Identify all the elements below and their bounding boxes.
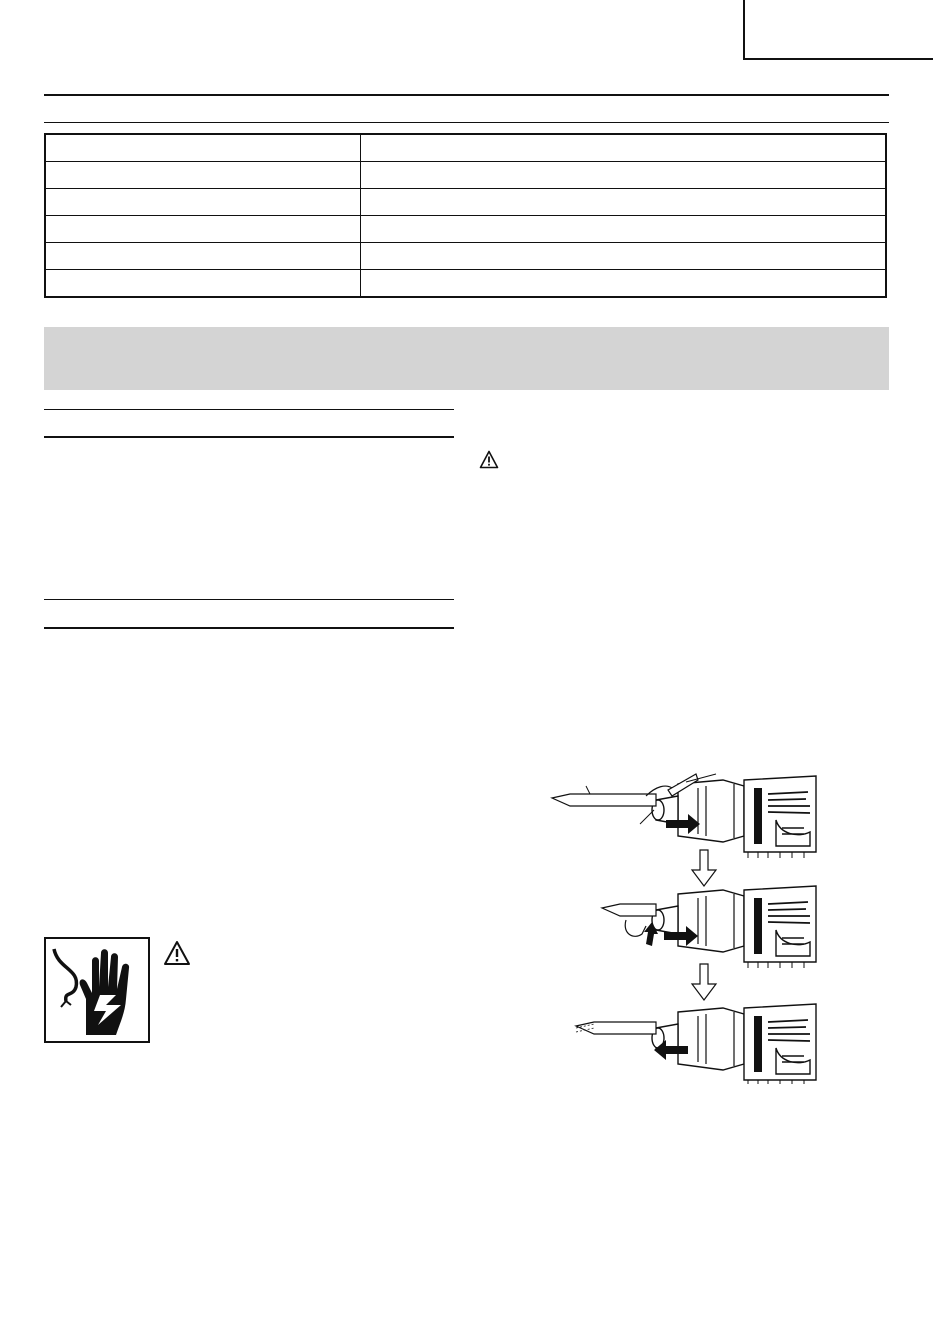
warning-triangle-icon	[479, 450, 499, 469]
spec-value	[360, 216, 886, 243]
spec-label	[45, 189, 360, 216]
table-row	[45, 134, 886, 162]
spec-label	[45, 134, 360, 162]
spec-value	[360, 189, 886, 216]
spec-value	[360, 134, 886, 162]
electric-shock-warning-box	[44, 937, 150, 1043]
left-section-rule-2	[44, 436, 454, 438]
table-row	[45, 243, 886, 270]
step-2-illustration	[602, 886, 816, 968]
specifications-table	[44, 133, 887, 298]
spec-label	[45, 216, 360, 243]
spec-value	[360, 162, 886, 189]
left-section-rule-4	[44, 627, 454, 629]
arrow-down-1	[692, 850, 716, 886]
spec-value	[360, 270, 886, 298]
table-row	[45, 270, 886, 298]
table-row	[45, 162, 886, 189]
table-row	[45, 216, 886, 243]
language-tab	[743, 0, 933, 60]
arrow-down-2	[692, 964, 716, 1000]
left-section-rule-1	[44, 409, 454, 410]
electric-shock-hand-icon	[46, 939, 148, 1041]
header-rule-thick	[44, 94, 889, 96]
spec-label	[45, 243, 360, 270]
demolition-hammer-bit-install-illustration	[548, 766, 820, 1084]
warning-triangle-icon	[163, 940, 191, 966]
header-rule-thin	[44, 122, 889, 123]
section-banner	[44, 327, 889, 390]
step-1-illustration	[552, 774, 816, 858]
step-3-illustration	[576, 1004, 816, 1084]
left-section-rule-3	[44, 599, 454, 600]
table-row	[45, 189, 886, 216]
spec-value	[360, 243, 886, 270]
spec-label	[45, 162, 360, 189]
spec-label	[45, 270, 360, 298]
